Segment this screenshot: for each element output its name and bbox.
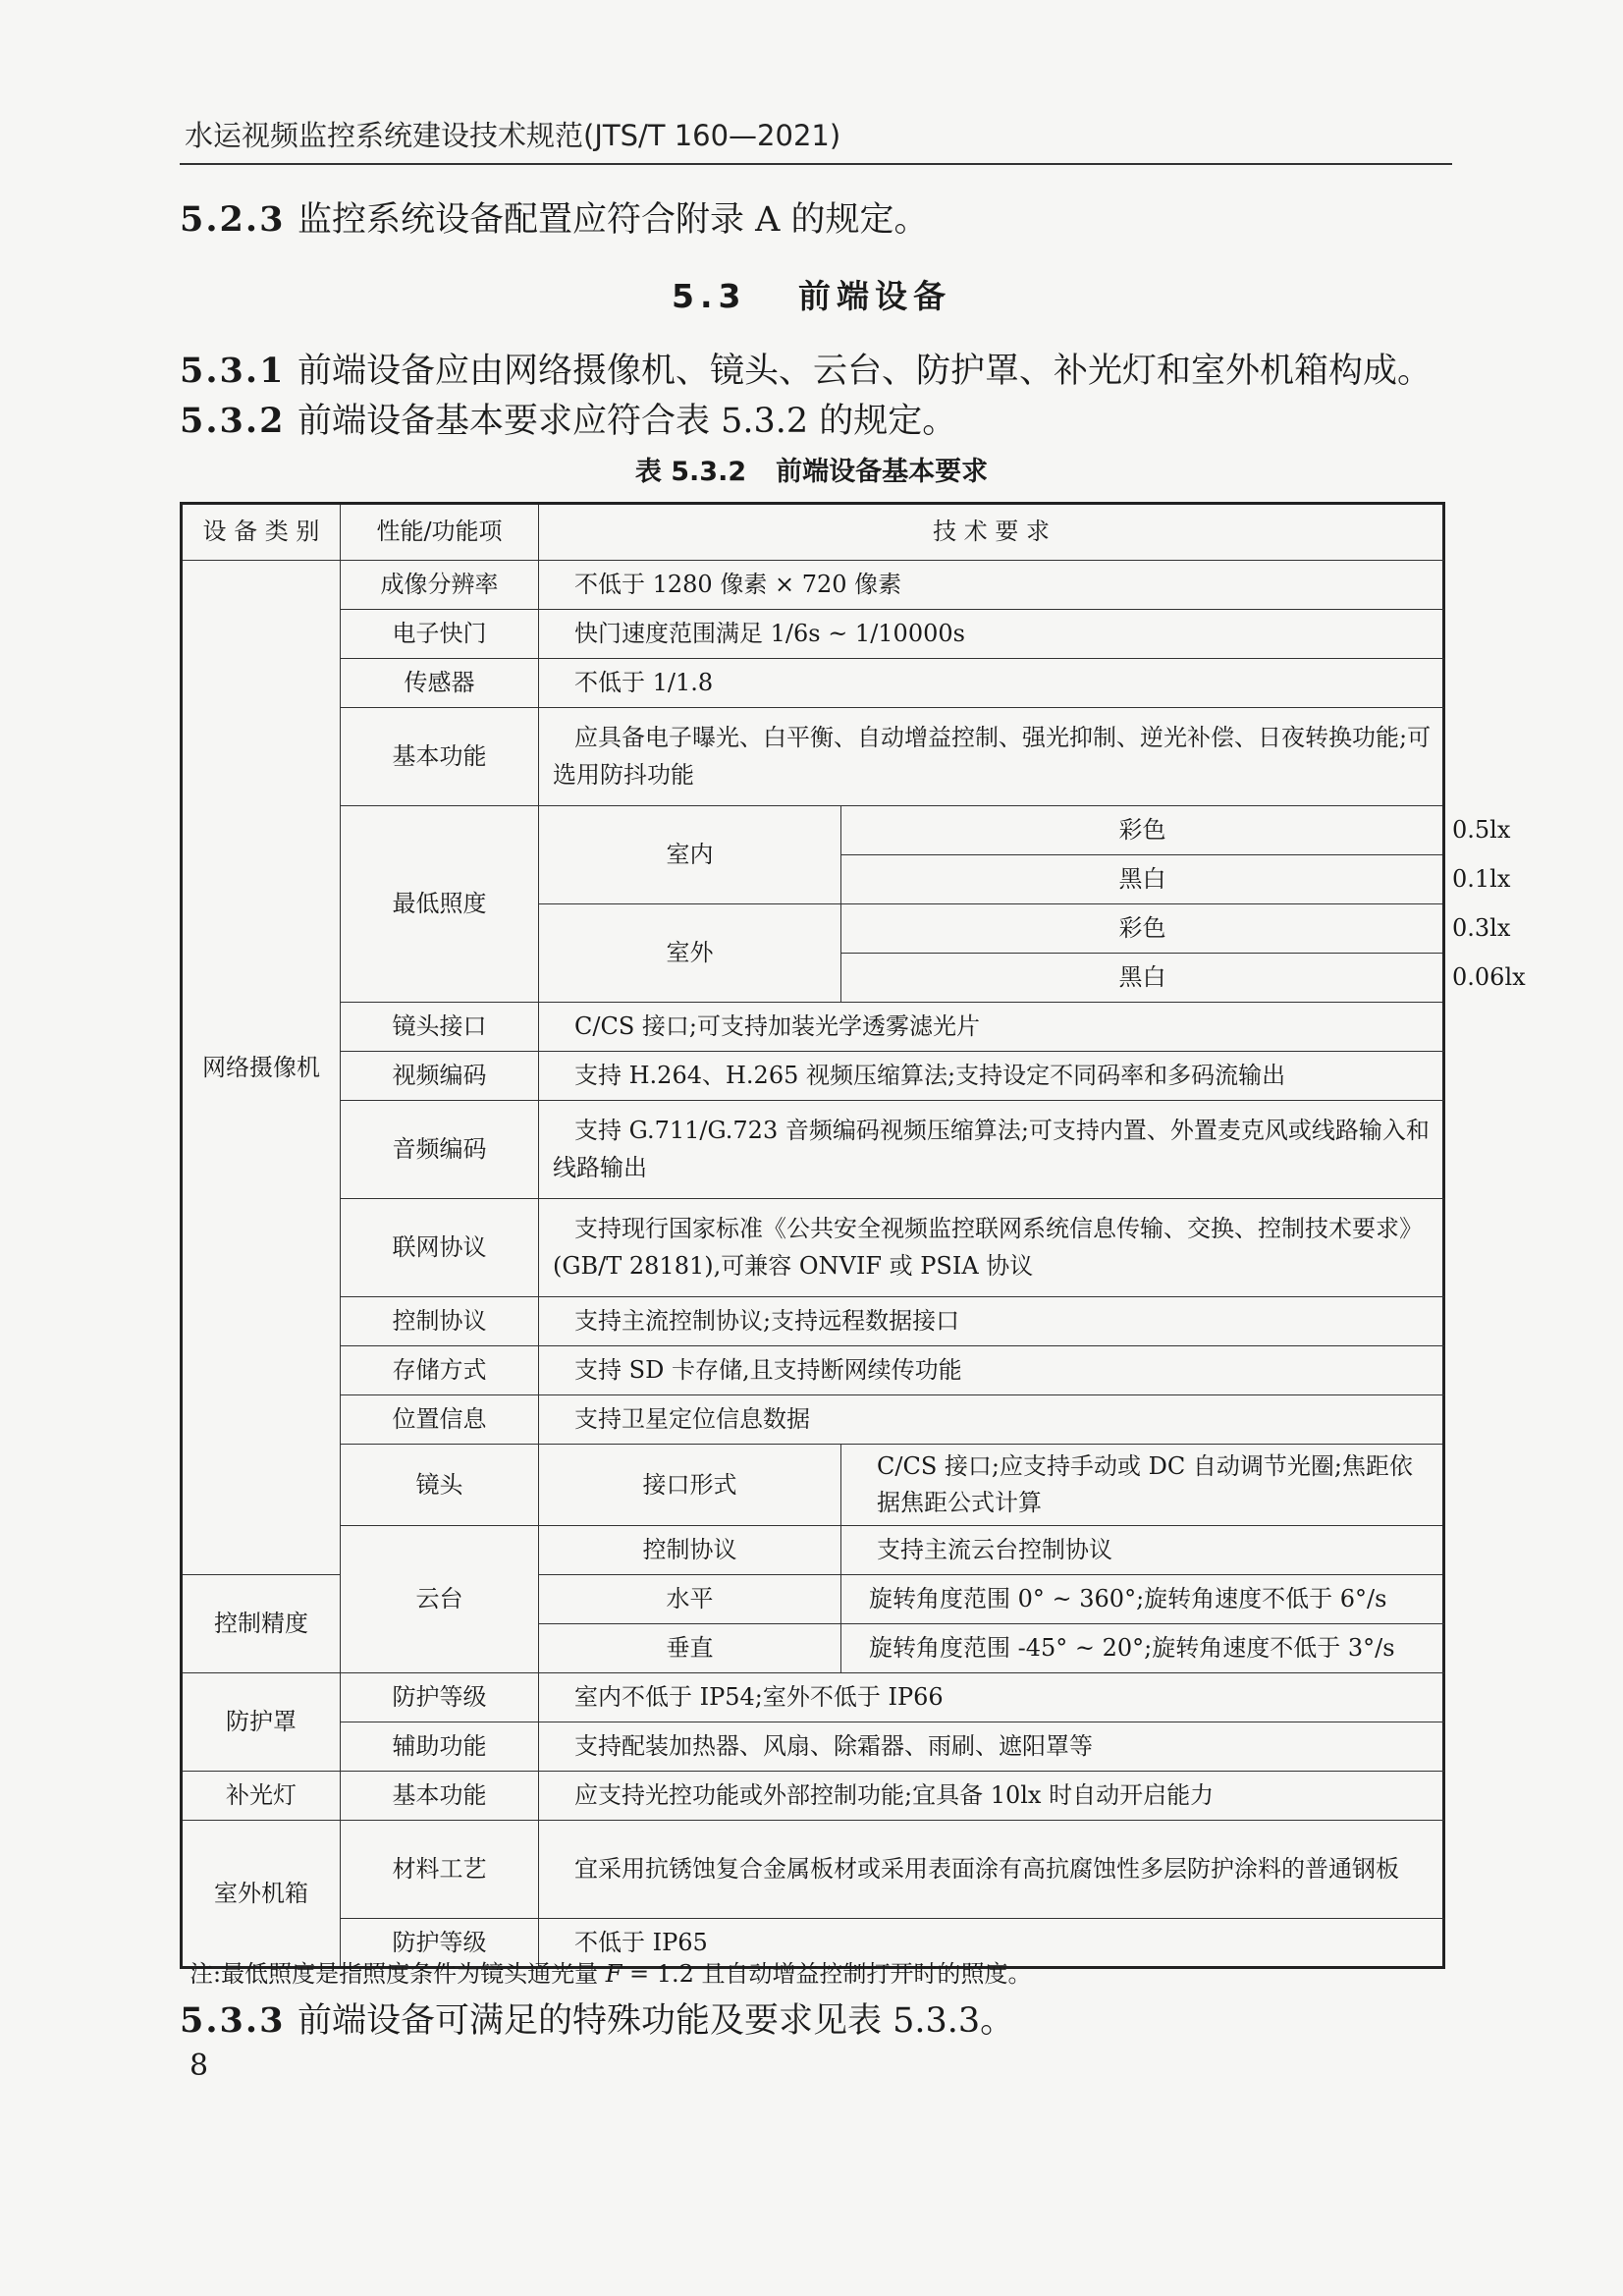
running-head: 水运视频监控系统建设技术规范(JTS/T 160—2021) [185,119,841,152]
section-number: 5.3 [672,277,747,315]
table-row [182,1722,1444,1772]
table-row [182,1772,1444,1821]
table-caption [0,450,1623,488]
item-cell: 成像分辨率 [341,561,539,610]
spec-table [180,502,1526,1969]
requirement-cell: 不低于 1280 像素 × 720 像素 [539,561,1444,610]
item-cell: 控制协议 [341,1297,539,1346]
note-suffix: = 1.2 且自动增益控制打开时的照度。 [622,1960,1032,1988]
item-cell: 接口形式 [539,1445,841,1526]
requirement-cell: 室内不低于 IP54;室外不低于 IP66 [539,1673,1444,1722]
clause-text: 前端设备应由网络摄像机、镜头、云台、防护罩、补光灯和室外机箱构成。 [298,352,1433,391]
header-rule [180,163,1452,165]
item-cell: 最低照度 [341,806,539,1003]
requirement-cell: 旋转角度范围 -45° ~ 20°;旋转角速度不低于 3°/s [841,1624,1444,1673]
section-name: 前端设备 [797,277,951,315]
header-category: 设 备 类 别 [182,504,341,561]
table-row [182,708,1444,806]
category-ptz: 云台 [341,1526,539,1673]
table-row [182,1003,1444,1052]
requirement-cell: 支持 G.711/G.723 音频编码视频压缩算法;可支持内置、外置麦克风或线路输入和线路输出 [539,1101,1444,1199]
table-row [182,1346,1444,1395]
item-cell: 控制协议 [539,1526,841,1575]
requirement-cell: 宜采用抗锈蚀复合金属板材或采用表面涂有高抗腐蚀性多层防护涂料的普通钢板 [539,1821,1444,1919]
clause-text: 前端设备基本要求应符合表 5.3.2 的规定。 [298,402,957,441]
requirement-cell: 支持主流云台控制协议 [841,1526,1444,1575]
mode-bw: 黑白 [841,954,1444,1003]
item-cell: 位置信息 [341,1395,539,1445]
requirement-cell: 支持 SD 卡存储,且支持断网续传功能 [539,1346,1444,1395]
clause-5-3-1 [180,344,1432,393]
table-row [182,1297,1444,1346]
table-row [182,1526,1444,1575]
requirement-cell: 应支持光控功能或外部控制功能;宜具备 10lx 时自动开启能力 [539,1772,1444,1821]
requirement-cell: C/CS 接口;应支持手动或 DC 自动调节光圈;焦距依据焦距公式计算 [841,1445,1444,1526]
category-camera: 网络摄像机 [182,561,341,1575]
item-cell: 防护等级 [341,1673,539,1722]
note-prefix: 注:最低照度是指照度条件为镜头通光量 [189,1960,606,1988]
table-row [182,1395,1444,1445]
table-row: 黑白 0.06lx [182,954,1444,1003]
clause-5-3-3 [180,1994,1014,2043]
item-cell: 视频编码 [341,1052,539,1101]
item-cell: 镜头接口 [341,1003,539,1052]
table-row [182,659,1444,708]
mode-bw: 黑白 [841,855,1444,904]
requirement-cell: 快门速度范围满足 1/6s ~ 1/10000s [539,610,1444,659]
table-row: 最低照度 室内 彩色 0.5lx [182,806,1444,855]
clause-number: 5.3.3 [180,2000,286,2041]
condition-outdoor: 室外 [539,904,841,1003]
requirement-cell: 应具备电子曝光、白平衡、自动增益控制、强光抑制、逆光补偿、日夜转换功能;可选用防抖功能 [539,708,1444,806]
mode-color: 彩色 [841,806,1444,855]
item-cell: 基本功能 [341,708,539,806]
item-cell: 控制精度 [182,1575,341,1673]
requirement-cell: 支持配装加热器、风扇、除霜器、雨刷、遮阳罩等 [539,1722,1444,1772]
table-row [182,1821,1444,1919]
axis-horizontal: 水平 [539,1575,841,1624]
clause-text: 监控系统设备配置应符合附录 A 的规定。 [298,200,929,240]
item-cell: 联网协议 [341,1199,539,1297]
table-row: 室外 彩色 0.3lx [182,904,1444,954]
item-cell: 传感器 [341,659,539,708]
item-cell: 材料工艺 [341,1821,539,1919]
table-row [182,1445,1444,1526]
requirement-cell: 支持 H.264、H.265 视频压缩算法;支持设定不同码率和多码流输出 [539,1052,1444,1101]
clause-5-3-2 [180,394,956,443]
item-cell: 基本功能 [341,1772,539,1821]
item-cell: 存储方式 [341,1346,539,1395]
header-item: 性能/功能项 [341,504,539,561]
note-variable: F [605,1960,622,1988]
table-row [182,1199,1444,1297]
header-requirement: 技 术 要 求 [539,504,1444,561]
requirement-cell: 不低于 IP65 [539,1919,1444,1968]
axis-vertical: 垂直 [539,1624,841,1673]
table-row [182,561,1444,610]
requirement-cell: 旋转角度范围 0° ~ 360°;旋转角速度不低于 6°/s [841,1575,1444,1624]
category-lens: 镜头 [341,1445,539,1526]
table-row: 黑白 0.1lx [182,855,1444,904]
item-cell: 防护等级 [341,1919,539,1968]
requirement-cell: C/CS 接口;可支持加装光学透雾滤光片 [539,1003,1444,1052]
category-fill-light: 补光灯 [182,1772,341,1821]
requirement-cell: 支持主流控制协议;支持远程数据接口 [539,1297,1444,1346]
page-number: 8 [189,2049,209,2083]
table-caption-title: 前端设备基本要求 [776,457,989,487]
table-row [182,610,1444,659]
table-row [182,1101,1444,1199]
table-row [182,1673,1444,1722]
category-housing: 防护罩 [182,1673,341,1772]
clause-number: 5.3.2 [180,401,286,441]
clause-number: 5.3.1 [180,351,286,391]
clause-text: 前端设备可满足的特殊功能及要求见表 5.3.3。 [298,2001,1015,2041]
table-note [189,1954,1032,1989]
item-cell: 音频编码 [341,1101,539,1199]
table-caption-number: 表 5.3.2 [634,457,747,487]
table-row [182,1052,1444,1101]
requirement-cell: 支持卫星定位信息数据 [539,1395,1444,1445]
condition-indoor: 室内 [539,806,841,904]
requirement-cell: 不低于 1/1.8 [539,659,1444,708]
item-cell: 辅助功能 [341,1722,539,1772]
clause-5-2-3 [180,192,929,242]
item-cell: 电子快门 [341,610,539,659]
requirement-cell: 支持现行国家标准《公共安全视频监控联网系统信息传输、交换、控制技术要求》(GB/T 28181),可兼容 ONVIF 或 PSIA 协议 [539,1199,1444,1297]
table-header-row [182,504,1444,561]
section-title [0,271,1623,317]
category-cabinet: 室外机箱 [182,1821,341,1968]
clause-number: 5.2.3 [180,199,286,240]
mode-color: 彩色 [841,904,1444,954]
